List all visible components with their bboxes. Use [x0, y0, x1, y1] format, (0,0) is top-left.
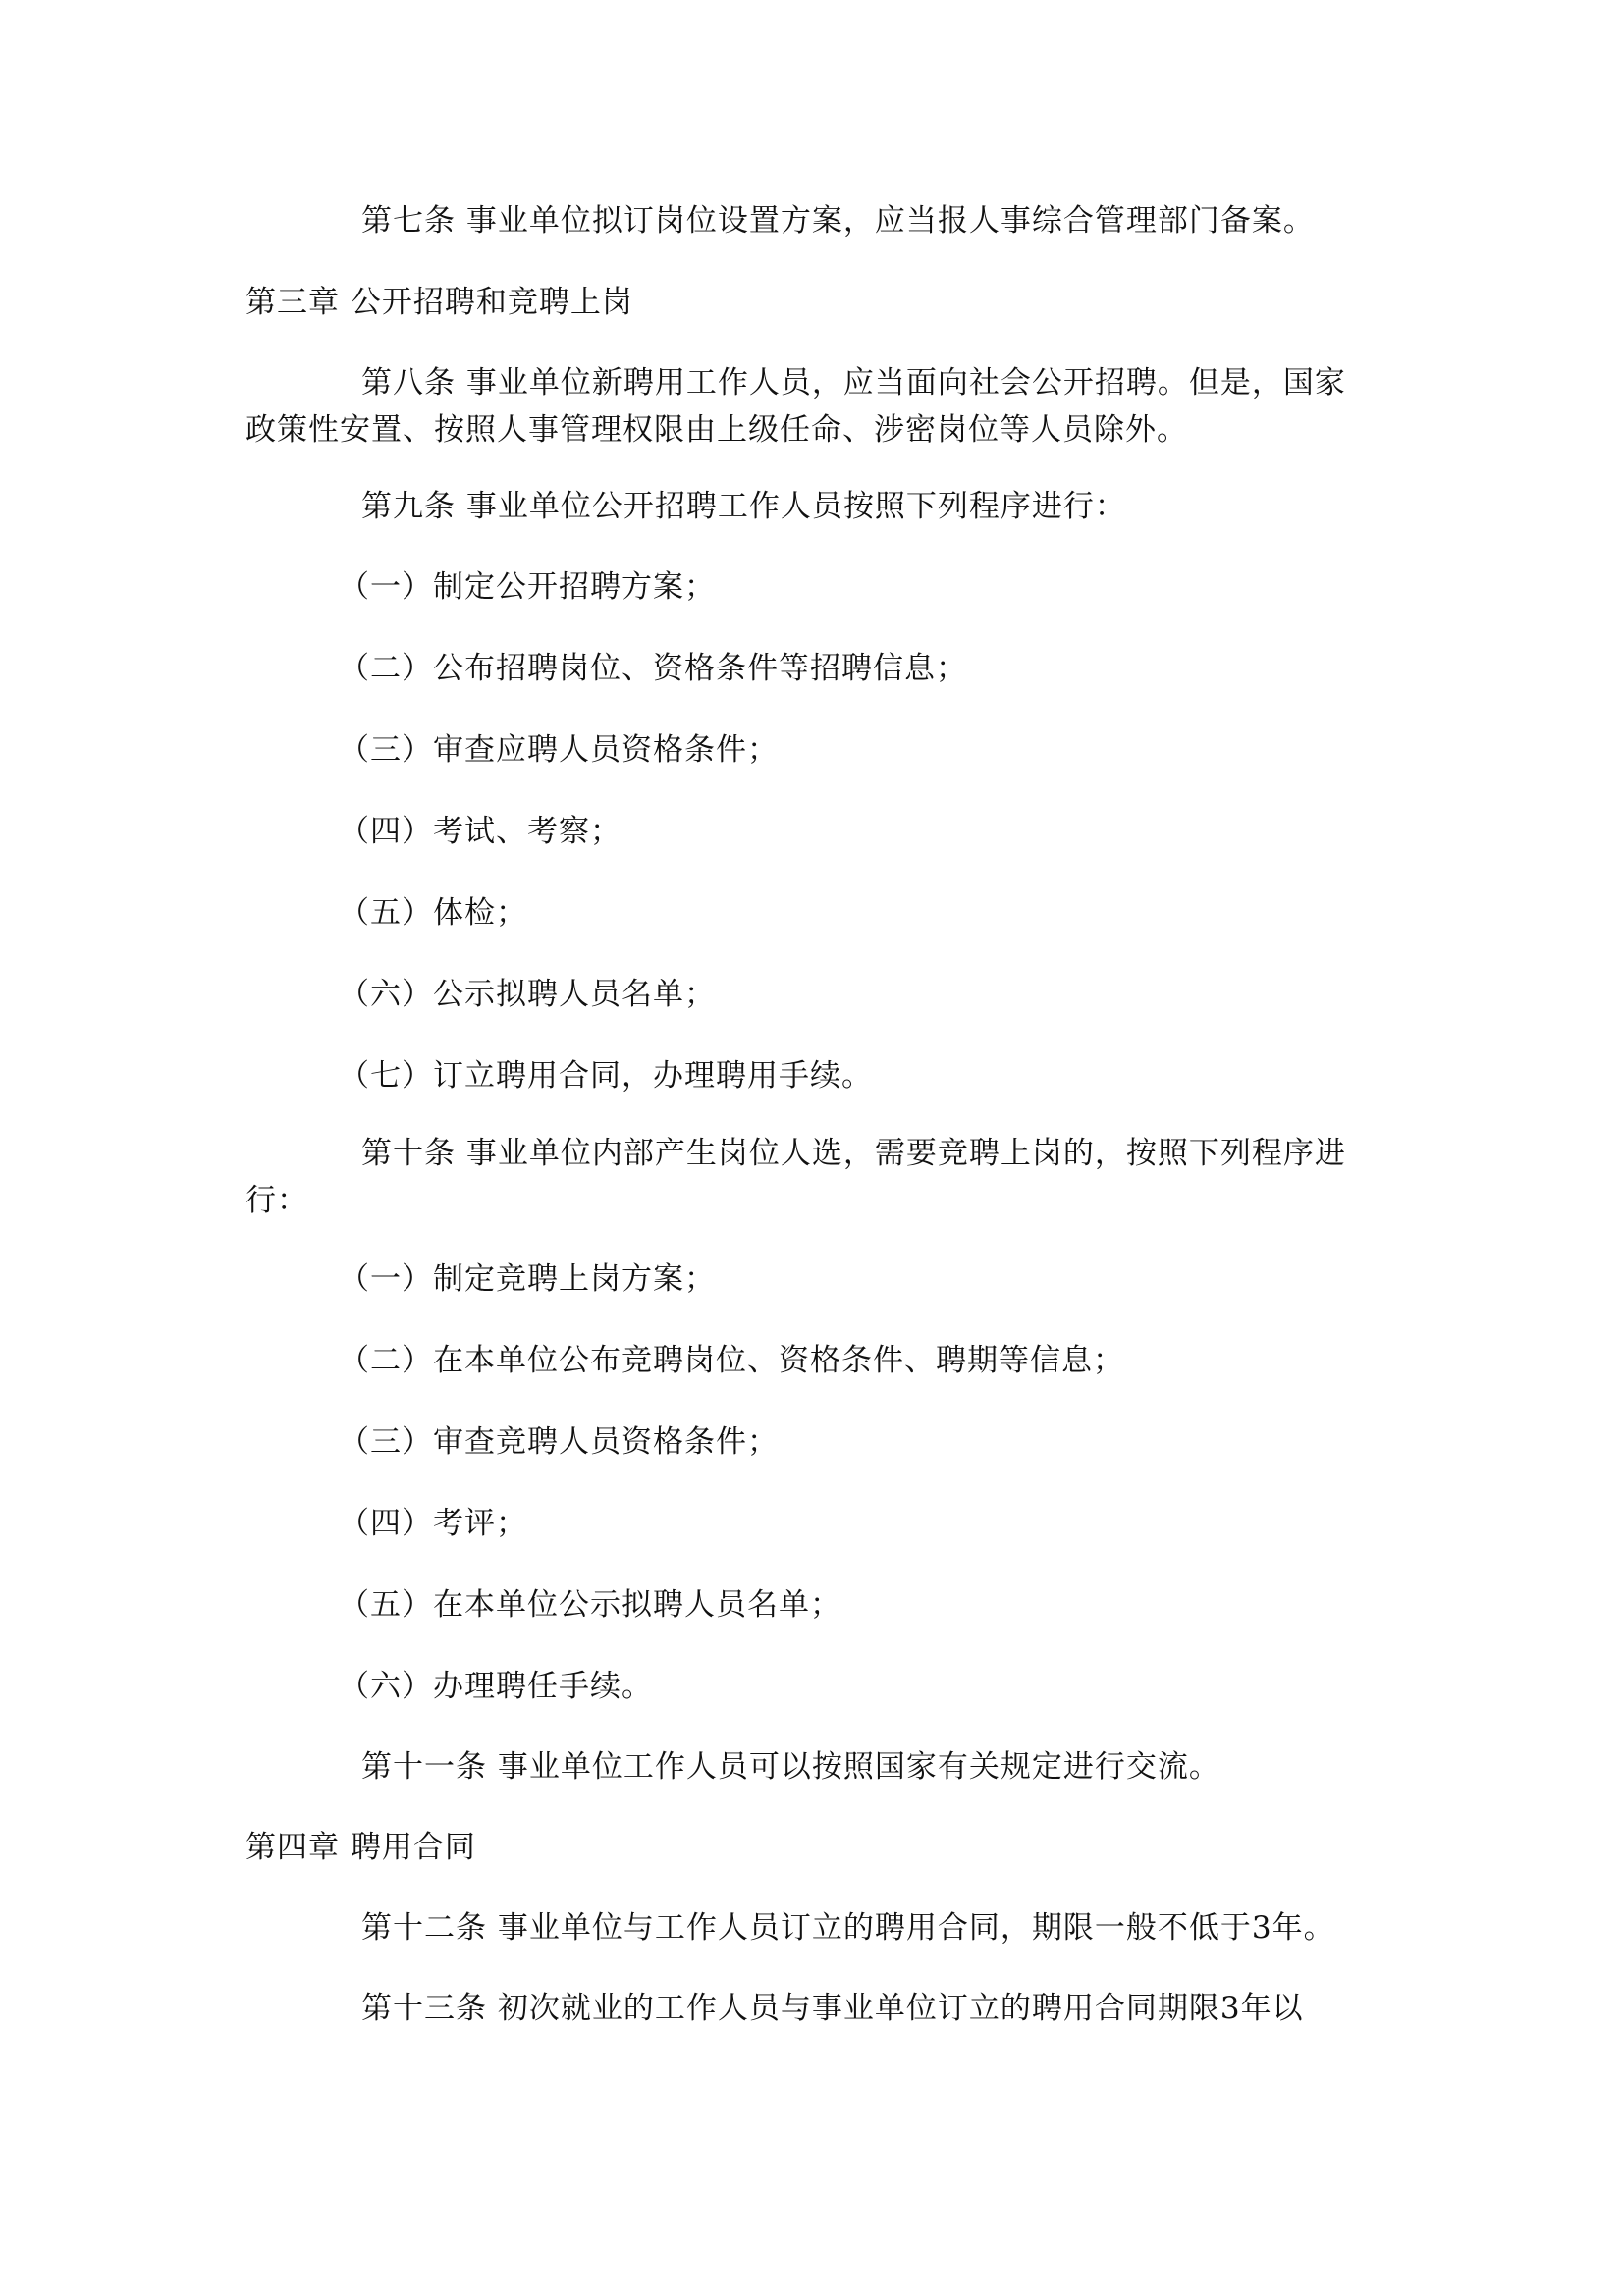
article-13-line-1: 第十三条 初次就业的工作人员与事业单位订立的聘用合同期限3年以: [361, 1991, 1304, 2026]
article-9-item-1: （一）制定公开招聘方案；: [339, 569, 716, 605]
article-9-item-3: （三）审查应聘人员资格条件；: [339, 732, 779, 768]
article-11: 第十一条 事业单位工作人员可以按照国家有关规定进行交流。: [361, 1749, 1220, 1785]
article-10-item-2: （二）在本单位公布竞聘岗位、资格条件、聘期等信息；: [339, 1343, 1124, 1378]
chapter-3-heading: 第三章 公开招聘和竞聘上岗: [245, 285, 633, 320]
article-10-item-5: （五）在本单位公示拟聘人员名单；: [339, 1587, 841, 1623]
article-9-item-7: （七）订立聘用合同，办理聘用手续。: [339, 1058, 873, 1094]
article-9-item-5: （五）体检；: [339, 895, 527, 931]
article-9-item-6: （六）公示拟聘人员名单；: [339, 977, 716, 1012]
article-9-item-4: （四）考试、考察；: [339, 814, 622, 849]
article-7: 第七条 事业单位拟订岗位设置方案，应当报人事综合管理部门备案。: [361, 203, 1315, 239]
article-8-line-1: 第八条 事业单位新聘用工作人员，应当面向社会公开招聘。但是，国家: [361, 365, 1346, 400]
article-10-item-3: （三）审查竞聘人员资格条件；: [339, 1424, 779, 1460]
article-9: 第九条 事业单位公开招聘工作人员按照下列程序进行：: [361, 489, 1126, 524]
article-9-item-2: （二）公布招聘岗位、资格条件等招聘信息；: [339, 651, 967, 686]
article-10-line-2: 行：: [245, 1183, 308, 1218]
chapter-4-heading: 第四章 聘用合同: [245, 1830, 476, 1865]
article-10-line-1: 第十条 事业单位内部产生岗位人选，需要竞聘上岗的，按照下列程序进: [361, 1136, 1346, 1171]
article-10-item-4: （四）考评；: [339, 1506, 527, 1541]
article-10-item-6: （六）办理聘任手续。: [339, 1669, 653, 1704]
article-12: 第十二条 事业单位与工作人员订立的聘用合同，期限一般不低于3年。: [361, 1910, 1335, 1946]
article-8-line-2: 政策性安置、按照人事管理权限由上级任命、涉密岗位等人员除外。: [245, 412, 1188, 448]
article-10-item-1: （一）制定竞聘上岗方案；: [339, 1261, 716, 1297]
